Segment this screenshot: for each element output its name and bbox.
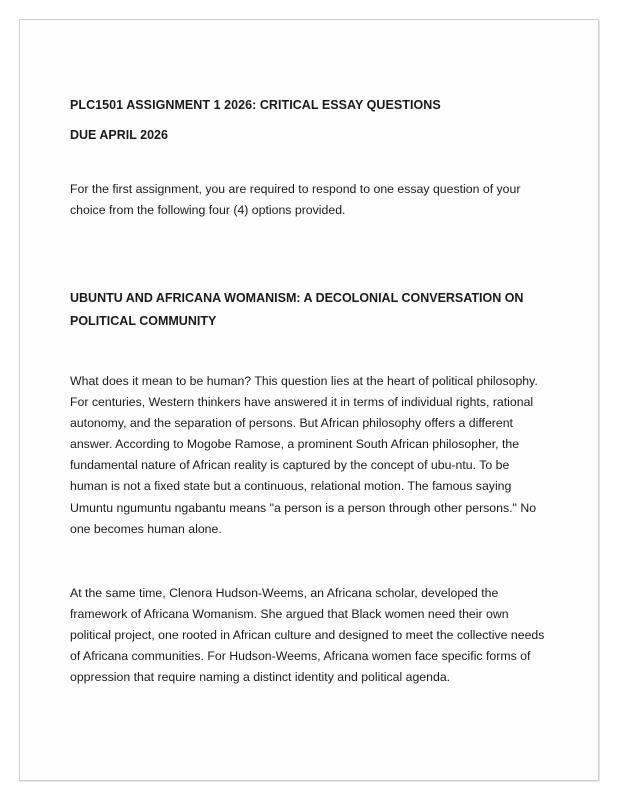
paragraph-line: Umuntu ngumuntu ngabantu means "a person is a person through other persons." No <box>70 500 537 515</box>
intro-line: choice from the following four (4) options provided. <box>70 203 346 217</box>
section-heading-line: POLITICAL COMMUNITY <box>70 314 217 328</box>
paragraph-line: fundamental nature of African reality is captured by the concept of ubu-ntu. To be <box>70 458 510 473</box>
paragraph-line: one becomes human alone. <box>70 521 222 536</box>
paragraph-line: autonomy, and the separation of persons. But African philosophy offers a different <box>70 416 513 431</box>
paragraph-line: At the same time, Clenora Hudson-Weems, an Africana scholar, developed the <box>70 585 499 600</box>
body-paragraph-ubuntu <box>70 371 570 540</box>
document-content <box>70 97 570 688</box>
intro-line: For the first assignment, you are required to respond to one essay question of your <box>70 182 521 196</box>
paragraph-line: of Africana communities. For Hudson-Weems, Africana women face specific forms of <box>70 649 531 664</box>
body-paragraph-womanism <box>70 583 570 688</box>
paragraph-line: For centuries, Western thinkers have answered it in terms of individual rights, rational <box>70 395 534 410</box>
paragraph-line: oppression that require naming a distinct identity and political agenda. <box>70 670 451 685</box>
assignment-title: PLC1501 ASSIGNMENT 1 2026: CRITICAL ESSAY QUESTIONS <box>70 98 441 112</box>
section-heading <box>70 287 570 333</box>
paragraph-line: framework of Africana Womanism. She argued that Black women need their own <box>70 606 509 621</box>
paragraph-line: What does it mean to be human? This question lies at the heart of political philosophy. <box>70 374 538 388</box>
paragraph-line: human is not a fixed state but a continuous, relational motion. The famous saying <box>70 479 512 494</box>
section-heading-line: UBUNTU AND AFRICANA WOMANISM: A DECOLONIAL CONVERSATION ON <box>70 291 524 305</box>
paragraph-line: political project, one rooted in African culture and designed to meet the collective needs <box>70 627 545 642</box>
intro-paragraph <box>70 179 570 221</box>
document-page <box>19 19 599 781</box>
paragraph-line: answer. According to Mogobe Ramose, a prominent South African philosopher, the <box>70 437 520 452</box>
due-date: DUE APRIL 2026 <box>70 128 168 142</box>
